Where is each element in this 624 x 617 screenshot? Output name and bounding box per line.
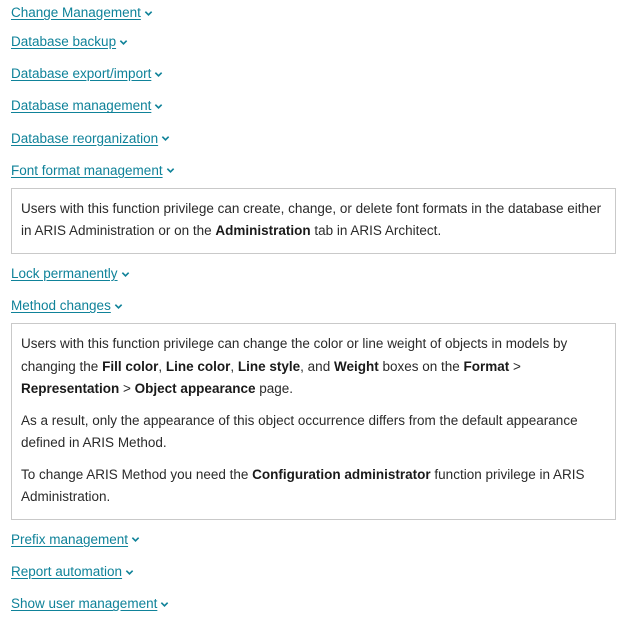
text-run: , and bbox=[300, 358, 334, 374]
text-run: > bbox=[119, 381, 135, 397]
section-database-reorganization bbox=[11, 123, 616, 155]
ui-term: Configuration administrator bbox=[252, 466, 431, 482]
panel-paragraph-2: As a result, only the appearance of this object occurrence differs from the default appearance defined in ARIS Method. bbox=[21, 412, 578, 451]
ui-term: Administration bbox=[215, 223, 311, 239]
toggle-method-changes[interactable] bbox=[11, 297, 123, 315]
toggle-database-export-import[interactable] bbox=[11, 65, 163, 83]
ui-term: Representation bbox=[21, 381, 120, 397]
toggle-lock-permanently[interactable] bbox=[11, 265, 130, 283]
toggle-report-automation[interactable] bbox=[11, 563, 134, 581]
section-method-changes bbox=[11, 290, 616, 322]
text-run: page. bbox=[255, 381, 294, 397]
toggle-label: Lock permanently bbox=[11, 266, 118, 282]
chevron-down-icon bbox=[125, 568, 134, 577]
chevron-down-icon bbox=[154, 102, 163, 111]
toggle-label: Database management bbox=[11, 98, 152, 114]
ui-term: Weight bbox=[333, 358, 379, 374]
ui-term: Line color bbox=[165, 358, 231, 374]
text-run: tab in ARIS Architect. bbox=[310, 223, 442, 239]
toggle-label: Database backup bbox=[11, 34, 117, 50]
toggle-prefix-management[interactable] bbox=[11, 531, 140, 549]
text-run: To change ARIS Method you need the bbox=[21, 466, 253, 482]
section-font-format-management bbox=[11, 155, 616, 187]
panel-paragraph-3 bbox=[21, 464, 605, 509]
text-run: function privilege in ARIS Administration. bbox=[21, 466, 585, 505]
section-lock-permanently bbox=[11, 258, 616, 290]
text-run: > bbox=[509, 358, 521, 374]
chevron-down-icon bbox=[161, 134, 170, 143]
ui-term: Line style bbox=[237, 358, 301, 374]
section-prefix-management bbox=[11, 524, 616, 556]
chevron-down-icon bbox=[114, 302, 123, 311]
ui-term: Fill color bbox=[102, 358, 159, 374]
section-database-management bbox=[11, 90, 616, 122]
chevron-down-icon bbox=[154, 70, 163, 79]
toggle-database-reorganization[interactable] bbox=[11, 130, 170, 148]
toggle-database-backup[interactable] bbox=[11, 33, 128, 51]
toggle-font-format-management[interactable] bbox=[11, 162, 175, 180]
toggle-label: Database reorganization bbox=[11, 130, 159, 146]
chevron-down-icon bbox=[166, 166, 175, 175]
chevron-down-icon bbox=[160, 600, 169, 609]
toggle-label: Font format management bbox=[11, 162, 163, 178]
ui-term: Object appearance bbox=[134, 381, 256, 397]
text-run: boxes on the bbox=[378, 358, 464, 374]
chevron-down-icon bbox=[144, 9, 153, 18]
chevron-down-icon bbox=[121, 270, 130, 279]
toggle-show-user-management[interactable] bbox=[11, 595, 169, 613]
section-report-automation bbox=[11, 556, 616, 588]
font-format-management-panel bbox=[11, 188, 616, 254]
chevron-down-icon bbox=[119, 38, 128, 47]
text-run: , bbox=[158, 358, 166, 374]
toggle-label: Change Management bbox=[11, 5, 141, 20]
toggle-label: Method changes bbox=[11, 298, 111, 314]
text-run: Users with this function privilege can create, change, or delete font formats in the database either in ARIS Administration or on the bbox=[21, 200, 602, 239]
toggle-label: Database export/import bbox=[11, 66, 152, 82]
panel-paragraph-1 bbox=[21, 333, 605, 401]
toggle-change-management[interactable] bbox=[11, 4, 153, 22]
ui-term: Format bbox=[463, 358, 510, 374]
panel-text bbox=[21, 198, 605, 243]
text-run: Users with this function privilege can change the color or line weight of objects in models by changing the bbox=[21, 336, 568, 374]
section-change-management bbox=[11, 0, 616, 26]
chevron-down-icon bbox=[131, 535, 140, 544]
toggle-database-management[interactable] bbox=[11, 97, 163, 115]
toggle-label: Report automation bbox=[11, 564, 123, 580]
toggle-label: Prefix management bbox=[11, 531, 129, 547]
section-show-user-management bbox=[11, 588, 616, 617]
section-database-backup bbox=[11, 26, 616, 58]
method-changes-panel bbox=[11, 323, 616, 520]
section-database-export-import bbox=[11, 58, 616, 90]
text-run: , bbox=[230, 358, 238, 374]
toggle-label: Show user management bbox=[11, 596, 158, 612]
